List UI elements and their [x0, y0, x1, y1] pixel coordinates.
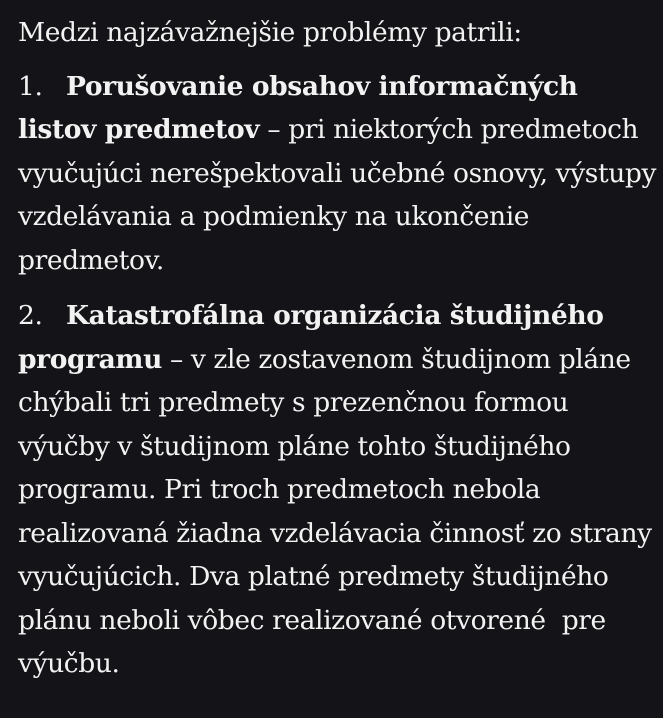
- item-text: – v zle zostavenom študijnom pláne chýbali tri predmety s prezenčnou formou výučby v študijnom pláne tohto študijného programu. Pri troch predmetoch nebola realizovaná žiadna vzdelávacia činnosť zo strany vyučujúcich. Dva platné predmety študijného plánu neboli vôbec realizované otvorené pre výučbu.: [18, 343, 660, 679]
- intro-text: Medzi najzávažnejšie problémy patrili:: [18, 17, 522, 48]
- item-text: – pri niektorých predmetoch vyučujúci nerešpektovali učebné osnovy, výstupy vzdelávania a podmienky na ukončenie predmetov.: [18, 114, 657, 276]
- list-item-2: [18, 294, 663, 686]
- item-title: Porušovanie obsahov informačných listov predmetov: [18, 70, 578, 145]
- item-number: 2.: [18, 300, 43, 331]
- document-body: [18, 11, 663, 698]
- item-title: Katastrofálna organizácia študijného programu: [18, 300, 604, 375]
- item-number: 1.: [18, 70, 43, 102]
- list-item-1: [18, 65, 663, 283]
